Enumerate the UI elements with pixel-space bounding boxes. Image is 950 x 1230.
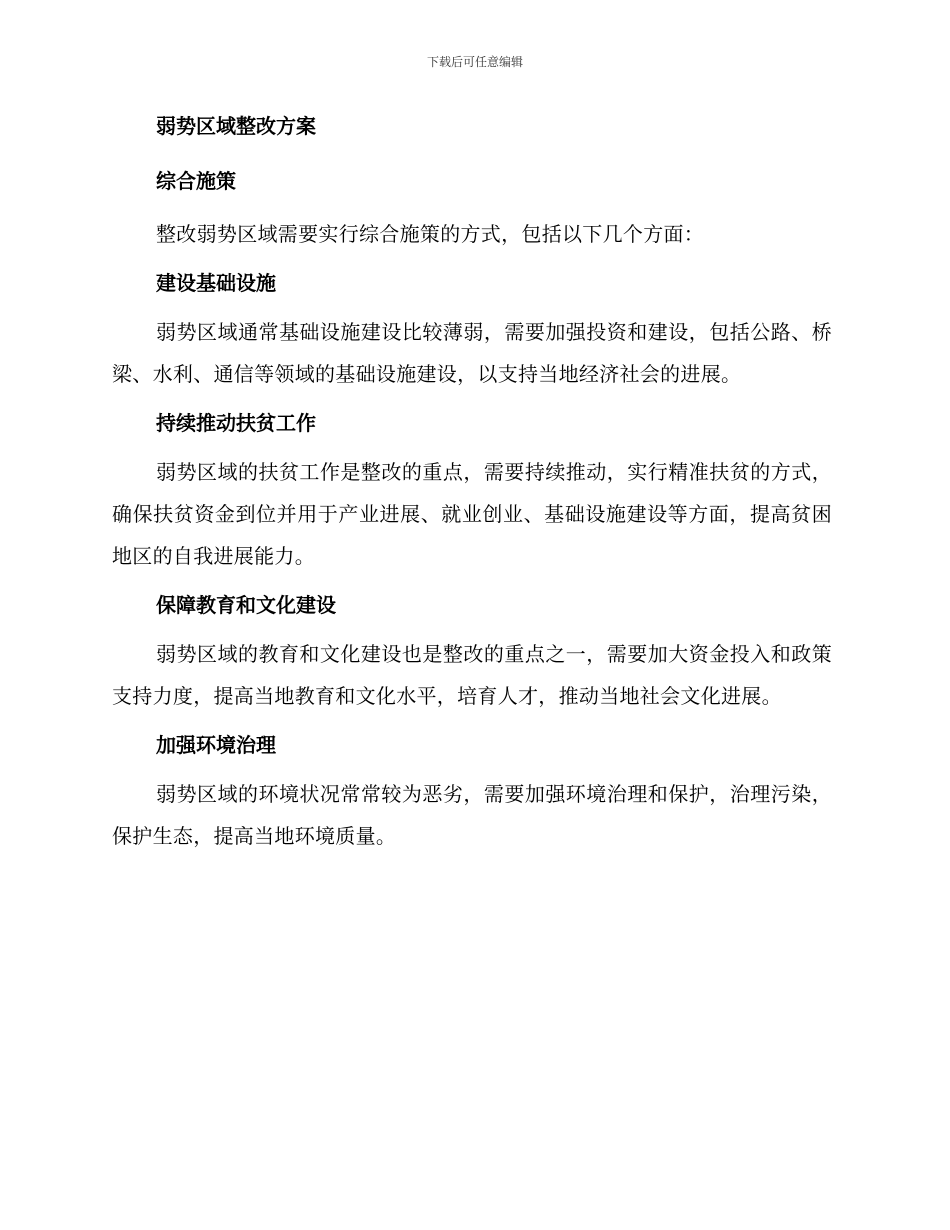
intro-paragraph: 整改弱势区域需要实行综合施策的方式，包括以下几个方面： (156, 222, 705, 246)
header-note: 下载后可任意编辑 (426, 55, 523, 69)
section-body-environment: 弱势区域的环境状况常常较为恶劣，需要加强环境治理和保护，治理污染，保护生态，提高当地环境质量。 (112, 782, 832, 848)
spacer (112, 395, 832, 407)
section-heading-infrastructure: 建设基础设施 (156, 271, 276, 295)
spacer (112, 255, 832, 267)
section-heading-education: 保障教育和文化建设 (156, 593, 336, 617)
section-body-infrastructure: 弱势区域通常基础设施建设比较薄弱，需要加强投资和建设，包括公路、桥梁、水利、通信等领域的基础设施建设，以支持当地经济社会的进展。 (112, 320, 832, 386)
section-heading-poverty: 持续推动扶贫工作 (156, 411, 316, 435)
spacer (112, 299, 832, 311)
spacer (112, 577, 832, 589)
spacer (112, 621, 832, 633)
spacer (112, 439, 832, 451)
section-body-poverty: 弱势区域的扶贫工作是整改的重点，需要持续推动，实行精准扶贫的方式，确保扶贫资金到位并用于产业进展、就业创业、基础设施建设等方面，提高贫困地区的自我进展能力。 (112, 460, 832, 568)
section-body-education: 弱势区域的教育和文化建设也是整改的重点之一，需要加大资金投入和政策支持力度，提高当地教育和文化水平，培育人才，推动当地社会文化进展。 (112, 642, 832, 708)
spacer (112, 197, 832, 213)
section-heading-environment: 加强环境治理 (156, 733, 276, 757)
spacer (112, 717, 832, 729)
section-heading-comprehensive: 综合施策 (156, 169, 236, 193)
document-body (112, 110, 832, 857)
spacer (112, 142, 832, 165)
spacer (112, 761, 832, 773)
document-title: 弱势区域整改方案 (156, 114, 316, 138)
